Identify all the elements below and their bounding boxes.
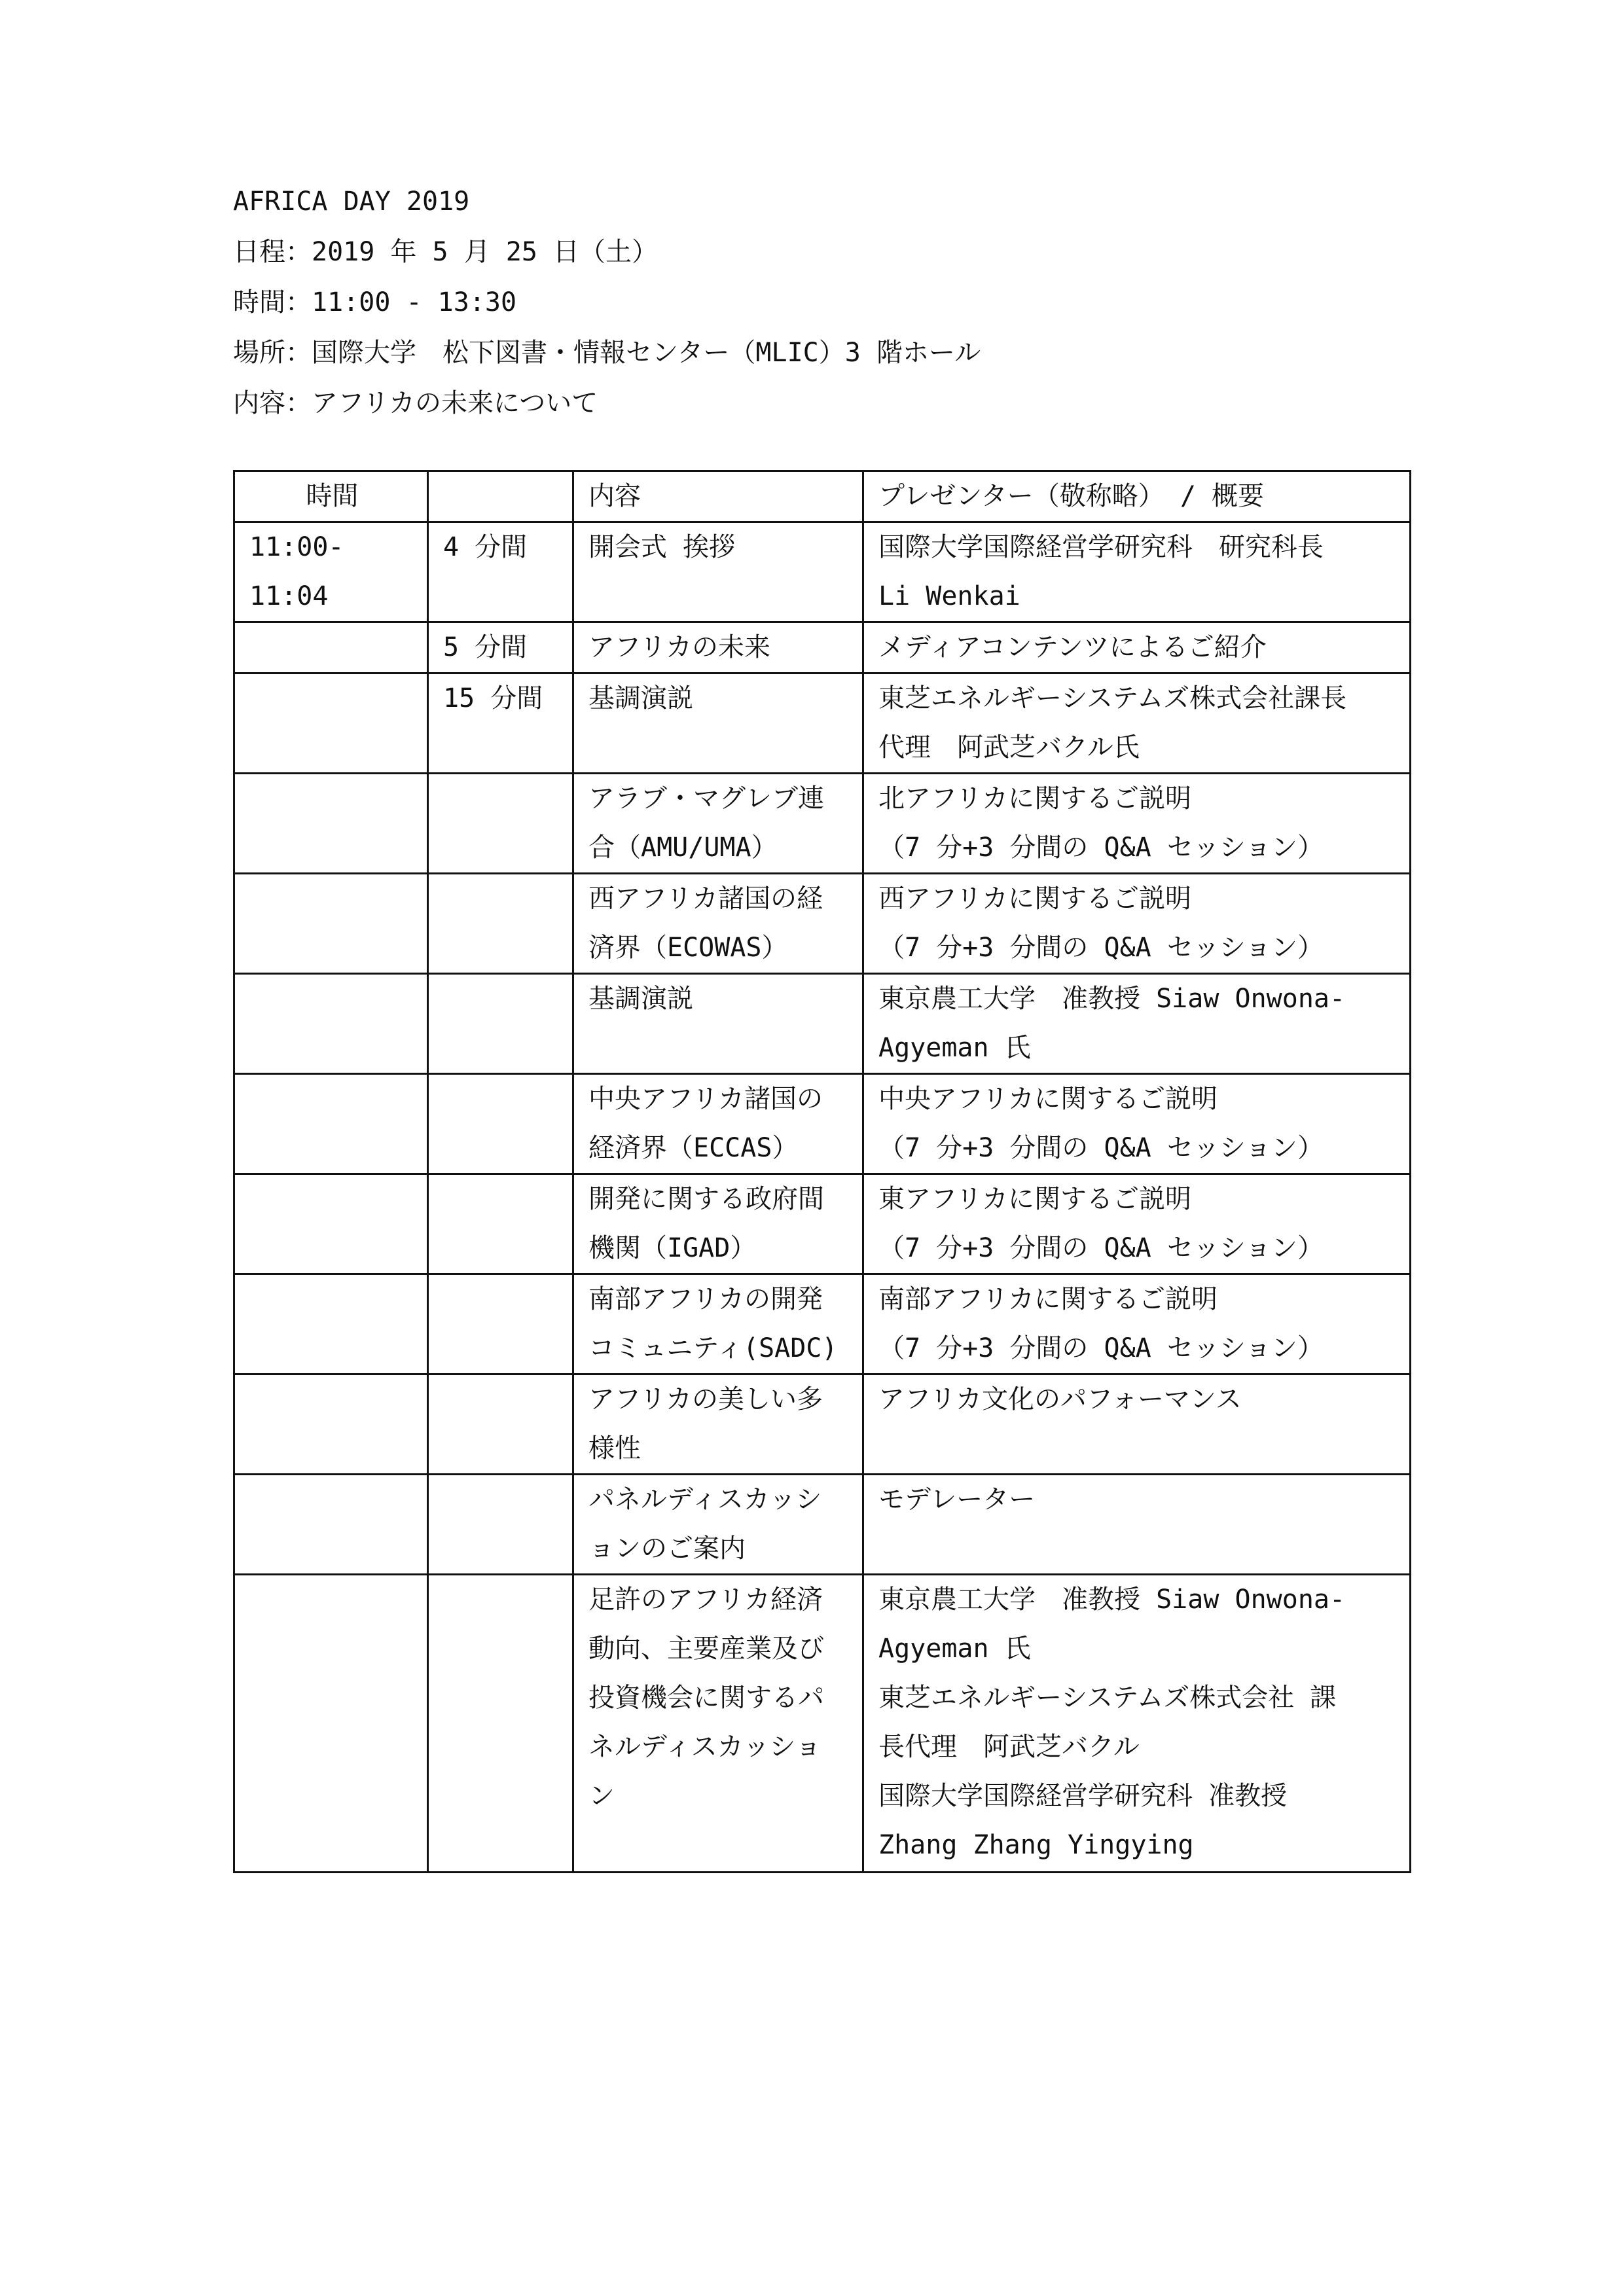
table-header-row [234,471,1411,522]
content-line: アラブ・マグレブ連 [588,783,824,814]
cell-content [573,1475,863,1575]
cell-time [234,1274,428,1374]
cell-duration [428,1074,573,1174]
presenter-line: 代理 阿武芝バクル氏 [878,732,1140,762]
content-line: 南部アフリカの開発 [588,1284,823,1314]
cell-presenter [863,522,1411,622]
cell-presenter [863,1074,1411,1174]
cell-time [234,622,428,673]
cell-content [573,622,863,673]
cell-time [234,1074,428,1174]
presenter-line: 中央アフリカに関するご説明 [878,1084,1218,1114]
presenter-line: 西アフリカに関するご説明 [878,884,1191,914]
header-duration [428,471,573,522]
event-header [233,177,981,429]
event-theme: 内容：アフリカの未来について [233,388,598,418]
presenter-line: （7 分+3 分間の Q&A セッション） [878,1333,1324,1363]
content-line: 機関（IGAD） [588,1233,757,1263]
presenter-line: （7 分+3 分間の Q&A セッション） [878,1233,1324,1263]
header-content: 内容 [573,471,863,522]
presenter-line: 東芝エネルギーシステムズ株式会社 課 [878,1683,1337,1713]
cell-time [234,1374,428,1475]
table-row [234,874,1411,974]
content-line: ン [588,1781,615,1811]
event-time: 時間：11:00 - 13:30 [233,287,517,317]
presenter-line: 北アフリカに関するご説明 [878,783,1191,814]
presenter-line: 東芝エネルギーシステムズ株式会社課長 [878,683,1347,713]
cell-presenter [863,1374,1411,1475]
table-row [234,1174,1411,1274]
cell-content [573,1274,863,1374]
presenter-line: （7 分+3 分間の Q&A セッション） [878,1133,1324,1163]
cell-content [573,522,863,622]
presenter-line: Agyeman 氏 [878,1033,1031,1063]
content-line: 合（AMU/UMA） [588,833,778,863]
cell-presenter [863,974,1411,1074]
content-line: 足許のアフリカ経済 [588,1585,823,1615]
cell-content [573,874,863,974]
presenter-line: （7 分+3 分間の Q&A セッション） [878,933,1324,963]
content-line: 基調演説 [588,984,693,1014]
cell-duration [428,1575,573,1873]
cell-presenter [863,1475,1411,1575]
presenter-line: 東京農工大学 准教授 Siaw Onwona- [878,1585,1346,1615]
cell-content [573,774,863,874]
cell-content [573,1575,863,1873]
content-line: 西アフリカ諸国の経 [588,884,823,914]
table-row [234,522,1411,622]
table-row [234,1475,1411,1575]
presenter-line: 国際大学国際経営学研究科 准教授 [878,1781,1288,1811]
presenter-line: 南部アフリカに関するご説明 [878,1284,1218,1314]
cell-duration [428,1174,573,1274]
program-table-body [234,522,1411,1873]
content-line: 開会式 挨拶 [588,532,736,562]
table-row [234,974,1411,1074]
cell-duration [428,774,573,874]
cell-content [573,1374,863,1475]
cell-presenter [863,622,1411,673]
cell-time [234,1575,428,1873]
content-line: 投資機会に関するパ [588,1683,824,1713]
content-line: 経済界（ECCAS） [588,1133,799,1163]
cell-duration [428,1475,573,1575]
content-line: 様性 [588,1433,641,1463]
table-row [234,774,1411,874]
event-title: AFRICA DAY 2019 [233,187,470,217]
cell-duration: 15 分間 [428,673,573,774]
cell-time [234,774,428,874]
presenter-line: 東アフリカに関するご説明 [878,1184,1191,1214]
content-line: アフリカの美しい多 [588,1384,823,1414]
table-row [234,673,1411,774]
presenter-line: Li Wenkai [878,581,1020,611]
content-line: コミュニティ(SADC) [588,1333,838,1363]
presenter-line: アフリカ文化のパフォーマンス [878,1384,1242,1414]
cell-content [573,673,863,774]
content-line: アフリカの未来 [588,632,770,662]
cell-presenter [863,1174,1411,1274]
content-line: 開発に関する政府間 [588,1184,824,1214]
presenter-line: 長代理 阿武芝バクル [878,1732,1140,1762]
cell-time [234,1174,428,1274]
header-time: 時間 [234,471,428,522]
cell-content [573,1074,863,1174]
cell-duration [428,1374,573,1475]
cell-presenter [863,774,1411,874]
cell-presenter [863,673,1411,774]
cell-presenter [863,874,1411,974]
cell-time [234,673,428,774]
presenter-line: モデレーター [878,1484,1036,1515]
cell-duration [428,974,573,1074]
event-venue: 場所：国際大学 松下図書・情報センター（MLIC）3 階ホール [233,338,981,368]
content-line: 済界（ECOWAS） [588,933,788,963]
cell-duration [428,1274,573,1374]
content-line: パネルディスカッシ [588,1484,822,1515]
cell-time [234,1475,428,1575]
content-line: 中央アフリカ諸国の [588,1084,823,1114]
program-table [233,470,1411,1873]
cell-presenter [863,1575,1411,1873]
header-presenter: プレゼンター（敬称略） / 概要 [863,471,1411,522]
cell-content [573,1174,863,1274]
presenter-line: Zhang Zhang Yingying [878,1830,1194,1860]
presenter-line: メディアコンテンツによるご紹介 [878,632,1267,662]
table-row [234,1074,1411,1174]
presenter-line: 国際大学国際経営学研究科 研究科長 [878,532,1324,562]
content-line: ネルディスカッショ [588,1732,821,1762]
table-row [234,622,1411,673]
event-date: 日程：2019 年 5 月 25 日（土） [233,237,658,267]
table-row [234,1374,1411,1475]
cell-duration: 5 分間 [428,622,573,673]
cell-content [573,974,863,1074]
content-line: 基調演説 [588,683,693,713]
content-line: ョンのご案内 [588,1534,746,1564]
cell-time [234,874,428,974]
content-line: 動向、主要産業及び [588,1634,824,1664]
cell-presenter [863,1274,1411,1374]
cell-duration [428,874,573,974]
table-row [234,1575,1411,1873]
presenter-line: （7 分+3 分間の Q&A セッション） [878,833,1324,863]
cell-time [234,974,428,1074]
presenter-line: 東京農工大学 准教授 Siaw Onwona- [878,984,1346,1014]
cell-duration: 4 分間 [428,522,573,622]
cell-time: 11:00-11:04 [234,522,428,622]
table-row [234,1274,1411,1374]
presenter-line: Agyeman 氏 [878,1634,1031,1664]
